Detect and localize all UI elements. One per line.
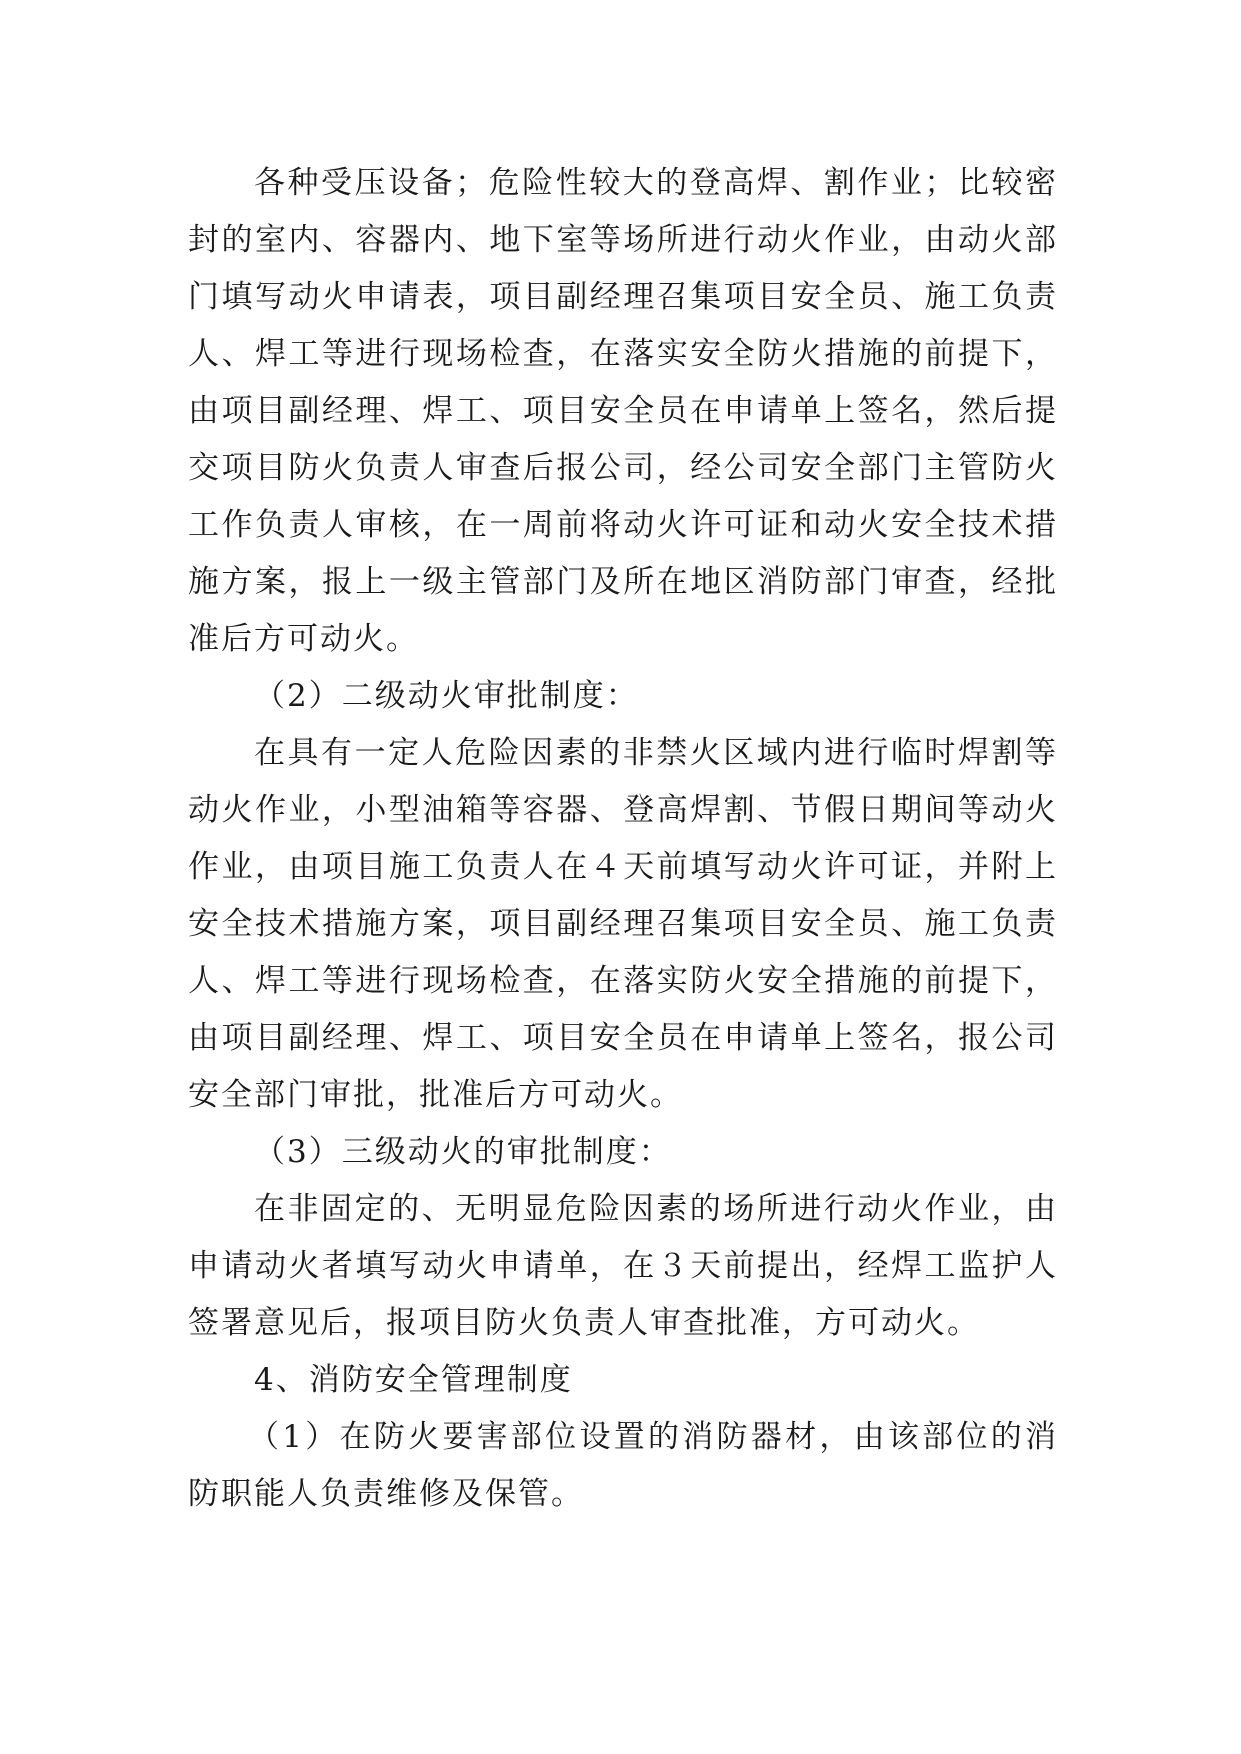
paragraph-first-level-approval-continued: 各种受压设备；危险性较大的登高焊、割作业；比较密封的室内、容器内、地下室等场所进行动火作业，由动火部门填写动火申请表，项目副经理召集项目安全员、施工负责人、焊工等进行现场检查，在落实安全防火措施的前提下，由项目副经理、焊工、项目安全员在申请单上签名，然后提交项目防火负责人审查后报公司，经公司安全部门主管防火工作负责人审核，在一周前将动火许可证和动火安全技术措施方案，报上一级主管部门及所在地区消防部门审查，经批准后方可动火。 <box>188 165 1058 657</box>
heading-second-level-approval: （2）二级动火审批制度： <box>254 678 639 714</box>
paragraph-fire-equipment-maintenance: （1）在防火要害部位设置的消防器材，由该部位的消防职能人负责维修及保管。 <box>188 1419 1058 1512</box>
document-body <box>188 155 1058 1523</box>
heading-fire-safety-management: 4、消防安全管理制度 <box>254 1362 573 1398</box>
paragraph-second-level-approval: 在具有一定人危险因素的非禁火区域内进行临时焊割等动火作业，小型油箱等容器、登高焊割、节假日期间等动火作业，由项目施工负责人在４天前填写动火许可证，并附上安全技术措施方案，项目副经理召集项目安全员、施工负责人、焊工等进行现场检查，在落实防火安全措施的前提下，由项目副经理、焊工、项目安全员在申请单上签名，报公司安全部门审批，批准后方可动火。 <box>188 735 1058 1113</box>
paragraph-third-level-approval: 在非固定的、无明显危险因素的场所进行动火作业，由申请动火者填写动火申请单，在３天前提出，经焊工监护人签署意见后，报项目防火负责人审查批准，方可动火。 <box>188 1191 1058 1341</box>
heading-third-level-approval: （3）三级动火的审批制度： <box>254 1134 672 1170</box>
